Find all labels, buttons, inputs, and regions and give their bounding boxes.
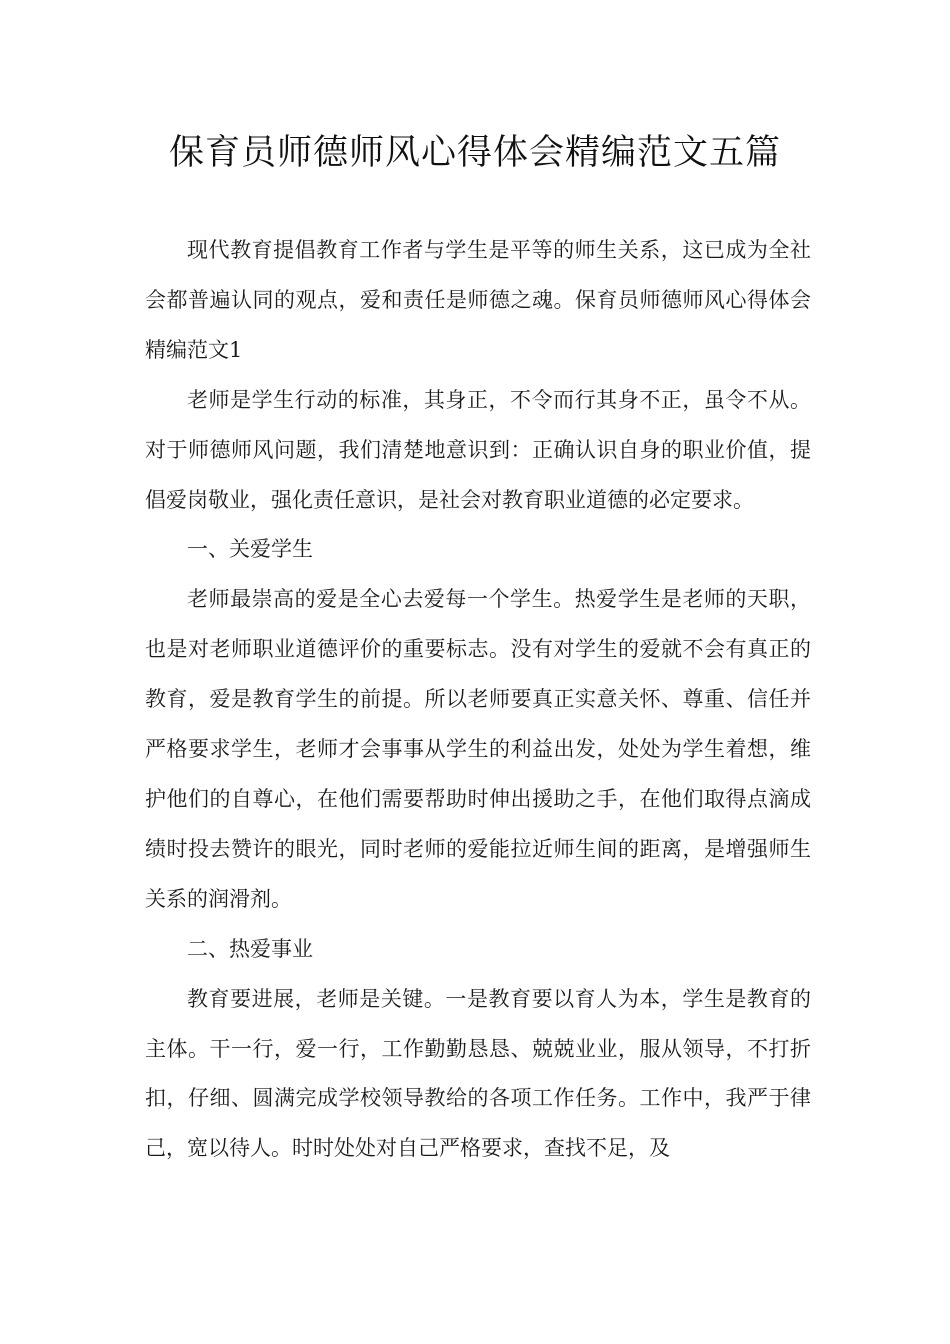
paragraph-intro: 现代教育提倡教育工作者与学生是平等的师生关系，这已成为全社会都普遍认同的观点，爱和责任是师德之魂。保育员师德师风心得体会精编范文1	[145, 238, 811, 362]
paragraph-care-students: 老师最崇高的爱是全心去爱每一个学生。热爱学生是老师的天职，也是对老师职业道德评价的重要标志。没有对学生的爱就不会有真正的教育，爱是教育学生的前提。所以老师要真正实意关怀、尊重、信任并严格要求学生，老师才会事事从学生的利益出发，处处为学生着想，维护他们的自尊心，在他们需要帮助时伸出援助之手，在他们取得点滴成绩时投去赞许的眼光，同时老师的爱能拉近师生间的距离，是增强师生关系的润滑剂。	[145, 587, 811, 911]
document-title: 保育员师德师风心得体会精编范文五篇	[168, 133, 781, 173]
paragraph-love-career: 教育要进展，老师是关键。一是教育要以育人为本，学生是教育的主体。干一行，爱一行，工作勤勤恳恳、兢兢业业，服从领导，不打折扣，仔细、圆满完成学校领导教给的各项工作任务。工作中，我严于律己，宽以待人。时时处处对自己严格要求，查找不足，及	[145, 986, 811, 1161]
section-heading-love-career: 二、热爱事业	[187, 936, 313, 961]
section-heading-care-students: 一、关爱学生	[187, 537, 313, 562]
paragraph-teacher-standard: 老师是学生行动的标准，其身正，不令而行其身不正，虽令不从。对于师德师风问题，我们清楚地意识到：正确认识自身的职业价值，提倡爱岗敬业，强化责任意识，是社会对教育职业道德的必定要求。	[145, 387, 811, 512]
document-body	[145, 226, 811, 1174]
